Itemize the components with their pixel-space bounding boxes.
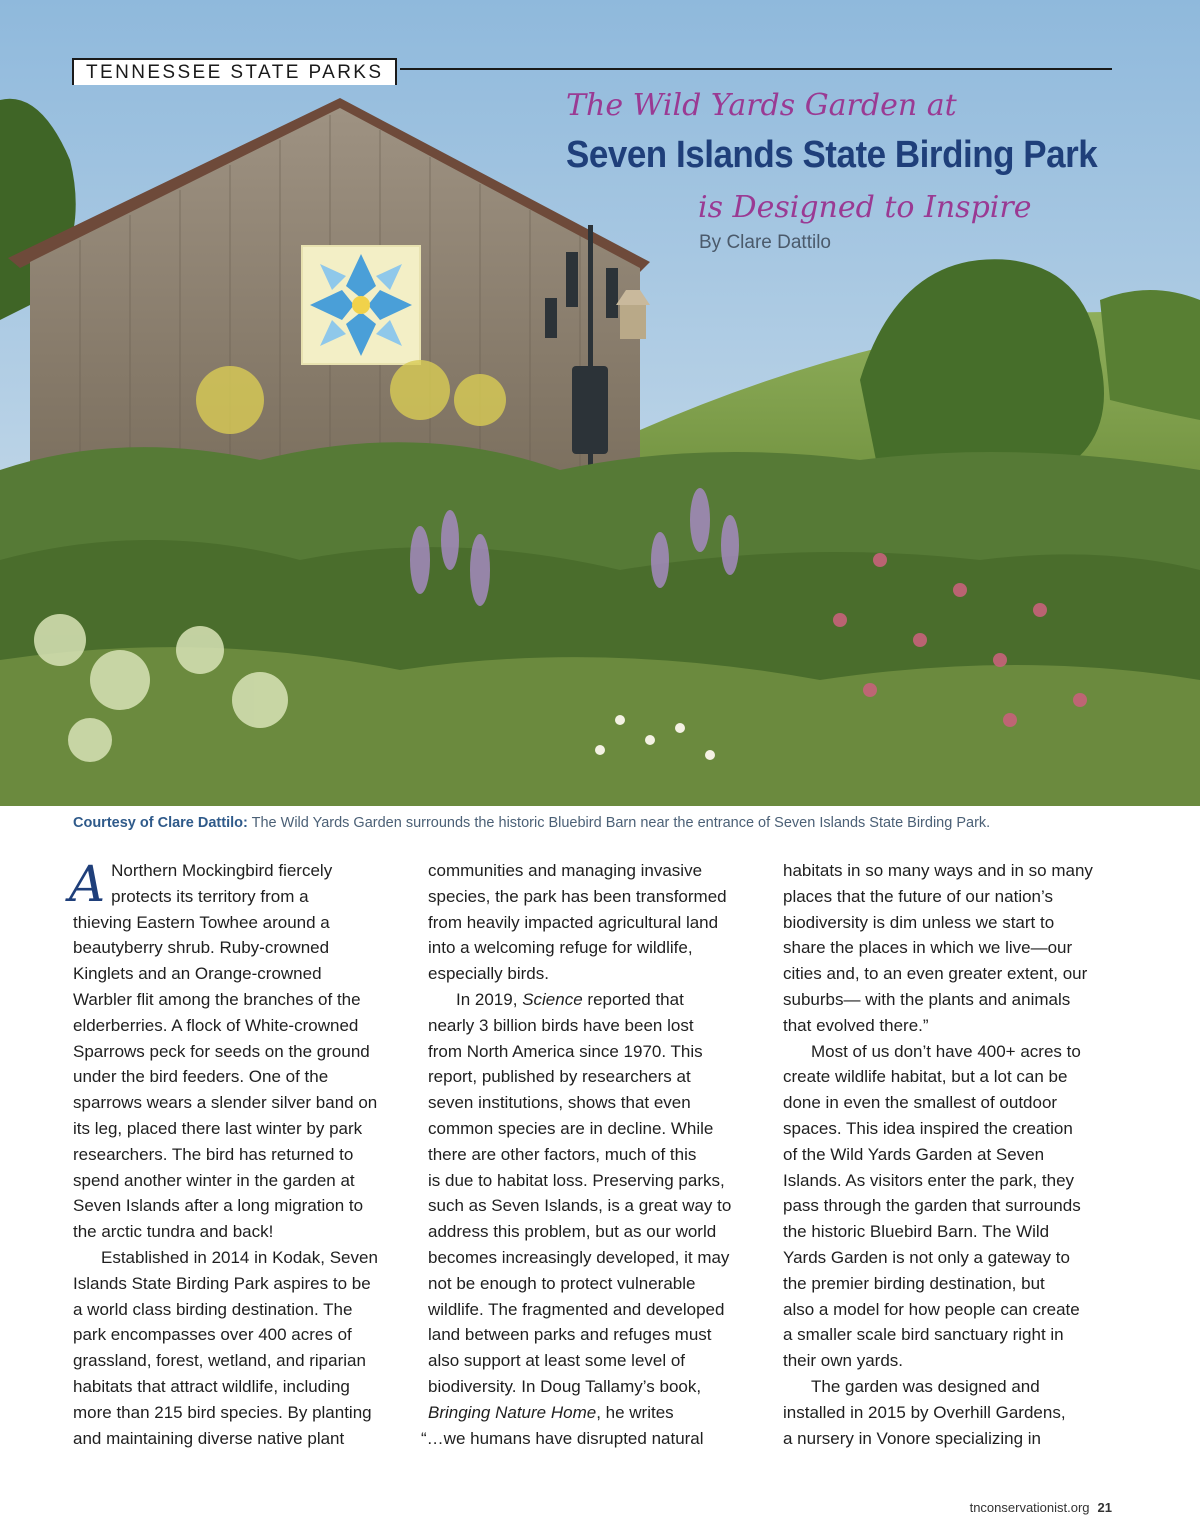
body-line: also support at least some level of [428,1351,686,1371]
body-line: such as Seven Islands, is a great way to [428,1196,732,1216]
body-line: nearly 3 billion birds have been lost [428,1015,694,1035]
body-line: there are other factors, much of this [428,1144,697,1164]
body-line: grassland, forest, wetland, and riparian [73,1351,366,1371]
body-line: “…we humans have disrupted natural [421,1428,704,1448]
body-line: a nursery in Vonore specializing in [783,1428,1041,1448]
body-line: communities and managing invasive [428,861,703,880]
garden-front [0,647,1200,806]
body-line: their own yards. [783,1351,903,1371]
page-footer [970,1500,1112,1515]
body-line: Islands. As visitors enter the park, they [783,1170,1075,1190]
page-title: Seven Islands State Birding Park [566,134,1098,176]
body-line: Seven Islands after a long migration to [73,1196,364,1216]
body-text: reported that [587,989,684,1009]
footer-site[interactable]: tnconservationist.org [969,1500,1090,1515]
body-line: a smaller scale bird sanctuary right in [783,1325,1064,1345]
body-line: of the Wild Yards Garden at Seven [783,1144,1045,1164]
body-line: pass through the garden that surrounds [783,1196,1081,1216]
body-line: becomes increasingly developed, it may [428,1247,730,1267]
body-line [428,987,768,1013]
body-line: address this problem, but as our world [428,1222,717,1242]
body-line: under the bird feeders. One of the [73,1067,329,1087]
body-line: Yards Garden is not only a gateway to [783,1247,1070,1267]
caption-text: The Wild Yards Garden surrounds the historic Bluebird Barn near the entrance of Seven Islands State Birding Park. [251,815,991,831]
article-column-2 [421,858,768,1451]
body-text: , he writes [596,1402,674,1422]
page-number: 21 [1097,1500,1112,1515]
body-line: places that the future of our nation’s [783,886,1053,906]
body-line: habitats in so many ways and in so many [783,861,1093,880]
body-line: Warbler flit among the branches of the [73,989,361,1009]
article-column-1 [69,855,413,1451]
body-line: wildlife. The fragmented and developed [428,1299,725,1319]
body-line: protects its territory from a [111,886,309,906]
body-line: Most of us don’t have 400+ acres to [811,1041,1081,1061]
body-line: not be enough to protect vulnerable [428,1273,696,1293]
body-line: from heavily impacted agricultural land [428,912,719,932]
body-line: elderberries. A flock of White-crowned [73,1015,359,1035]
photo-caption [73,815,1153,831]
body-line: biodiversity is dim unless we start to [783,912,1055,932]
body-line: is due to habitat loss. Preserving parks, [428,1170,725,1190]
body-line: more than 215 bird species. By planting [73,1402,372,1422]
body-line: spaces. This idea inspired the creation [783,1118,1073,1138]
body-line: species, the park has been transformed [428,886,727,906]
byline: By Clare Dattilo [699,232,831,253]
body-line: spend another winter in the garden at [73,1170,355,1190]
tree-right-edge [1100,290,1200,420]
body-line: report, published by researchers at [428,1067,691,1087]
body-text: In 2019, [456,989,518,1009]
body-line: the arctic tundra and back! [73,1222,274,1242]
dropcap: A [69,855,106,913]
title-line-3: is Designed to Inspire [698,190,1032,225]
body-line: create wildlife habitat, but a lot can be [783,1067,1068,1087]
body-line: Established in 2014 in Kodak, Seven [101,1247,378,1267]
body-line: also a model for how people can create [783,1299,1080,1319]
body-line: seven institutions, shows that even [428,1093,691,1113]
body-line: park encompasses over 400 acres of [73,1325,352,1345]
body-line: cities and, to an even greater extent, our [783,964,1088,984]
body-line: that evolved there.” [783,1015,929,1035]
body-line: into a welcoming refuge for wildlife, [428,938,693,958]
body-line: especially birds. [428,964,549,984]
body-line: done in even the smallest of outdoor [783,1093,1058,1113]
barn-quilt [302,246,420,364]
body-line: sparrows wears a slender silver band on [73,1093,378,1113]
body-line: installed in 2015 by Overhill Gardens, [783,1402,1066,1422]
body-line [428,1400,768,1426]
body-line: beautyberry shrub. Ruby-crowned [73,938,330,958]
body-line: from North America since 1970. This [428,1041,703,1061]
body-line: and maintaining diverse native plant [73,1428,345,1448]
body-line: Kinglets and an Orange-crowned [73,964,322,984]
article-column-3 [783,858,1123,1451]
body-line: suburbs— with the plants and animals [783,989,1071,1009]
body-line: The garden was designed and [811,1376,1040,1396]
section-tag: TENNESSEE STATE PARKS [72,58,397,85]
body-line: researchers. The bird has returned to [73,1144,354,1164]
body-line: land between parks and refuges must [428,1325,712,1345]
body-line: its leg, placed there last winter by park [73,1118,363,1138]
body-line: Islands State Birding Park aspires to be [73,1273,371,1293]
caption-credit: Courtesy of Clare Dattilo: [73,815,248,831]
body-line: share the places in which we live—our [783,938,1073,958]
body-line: the premier birding destination, but [783,1273,1045,1293]
body-line: Sparrows peck for seeds on the ground [73,1041,370,1061]
book-title: Bringing Nature Home [428,1402,597,1422]
body-line: biodiversity. In Doug Tallamy’s book, [428,1376,702,1396]
body-line: common species are in decline. While [428,1118,714,1138]
body-line: habitats that attract wildlife, including [73,1376,350,1396]
body-line: a world class birding destination. The [73,1299,353,1319]
title-line-1: The Wild Yards Garden at [566,88,957,123]
section-rule [400,68,1112,70]
body-line: the historic Bluebird Barn. The Wild [783,1222,1050,1242]
body-line: thieving Eastern Towhee around a [73,912,330,932]
journal-title: Science [522,989,583,1009]
body-line: Northern Mockingbird fiercely [111,861,333,880]
